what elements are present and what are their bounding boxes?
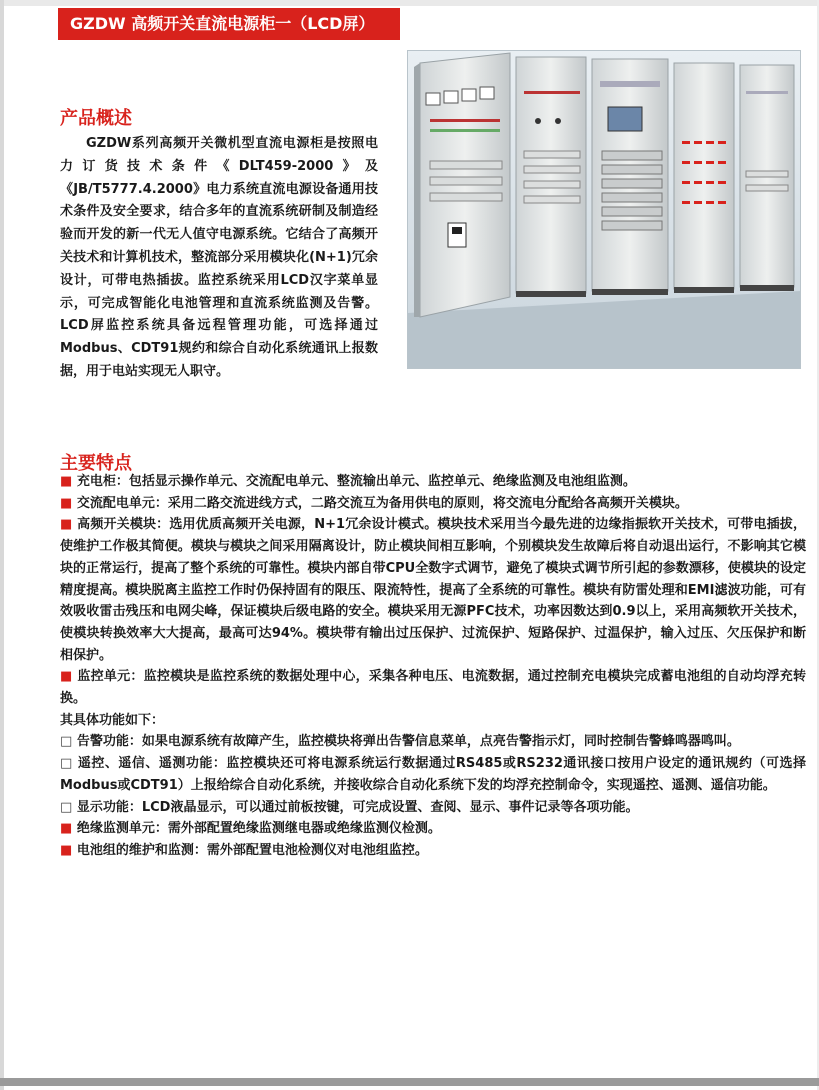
square-bullet-icon: ■	[60, 669, 73, 685]
checkbox-bullet-icon: □	[60, 756, 73, 772]
feature-hf-module: ■ 高频开关模块：选用优质高频开关电源，N+1冗余设计模式。模块技术采用当今最先进的边缘指振软开关技术，可带电插拔，使维护工作极其简便。模块与模块之间采用隔离设计，防止模块间相互影响，个别模块发生故障后将自动退出运行，不影响其它模块的正常运行，提高了整个系统的可靠性。模块内部自带CPU全数字式调节，避免了模块式调节所引起的参数漂移，使模块的设定精度提高。模块脱离主监控工作时仍保持固有的限压、限流特性，提高了全系统的可靠性。模块有防雷处理和EMI滤波功能，可有效吸收雷击残压和电网尖峰，保证模块后级电路的安全。模块采用无源PFC技术，功率因数达到0.9以上，采用高频软开关技术，使模块转换效率大大提高，最高可达94%。模块带有输出过压保护、过流保护、短路保护、过温保护，输入过压、欠压保护和断相保护。	[60, 517, 806, 663]
feature-charging-cabinet: ■ 充电柜：包括显示操作单元、交流配电单元、整流输出单元、监控单元、绝缘监测及电池组监测。	[60, 474, 636, 489]
top-strip	[0, 0, 819, 6]
feature-remote: □ 遥控、遥信、遥测功能：监控模块还可将电源系统运行数据通过RS485或RS232通讯接口按用户设定的通讯规约（可选择Modbus或CDT91）上报给综合自动化系统，并接收综合自动化系统下发的均浮充控制命令，实现遥控、遥测、遥信功能。	[60, 756, 806, 793]
square-bullet-icon: ■	[60, 842, 73, 858]
left-rule	[0, 0, 4, 1090]
overview-heading: 产品概述	[60, 108, 132, 129]
product-photo	[407, 50, 801, 369]
title-banner: GZDW 高频开关直流电源柜一（LCD屏）	[58, 8, 400, 40]
features-list	[60, 471, 806, 862]
bottom-rule	[0, 1078, 819, 1086]
feature-insulation: ■ 绝缘监测单元：需外部配置绝缘监测继电器或绝缘监测仪检测。	[60, 821, 441, 837]
feature-battery: ■ 电池组的维护和监测：需外部配置电池检测仪对电池组监控。	[60, 842, 428, 858]
checkbox-bullet-icon: □	[60, 799, 73, 815]
features-heading: 主要特点	[60, 453, 132, 474]
feature-alarm: □ 告警功能：如果电源系统有故障产生，监控模块将弹出告警信息菜单，点亮告警指示灯，同时控制告警蜂鸣器鸣叫。	[60, 734, 740, 750]
square-bullet-icon: ■	[60, 474, 73, 489]
feature-subheading: 其具体功能如下：	[60, 712, 165, 728]
overview-paragraph: GZDW系列高频开关微机型直流电源柜是按照电力订货技术条件《DLT459-2000》及《JB/T5777.4.2000》电力系统直流电源设备通用技术条件及安全要求，结合多年的直流系统研制及制造经验而开发的新一代无人值守电源系统。它结合了高频开关技术和计算机技术，整流部分采用模块化(N+1)冗余设计，可带电热插拔。监控系统采用LCD汉字菜单显示，可完成智能化电池管理和直流系统监测及告警。LCD屏监控系统具备远程管理功能，可选择通过 Modbus、CDT91规约和综合自动化系统通讯上报数据，用于电站实现无人职守。	[60, 136, 378, 379]
square-bullet-icon: ■	[60, 821, 73, 837]
square-bullet-icon: ■	[60, 517, 73, 533]
feature-ac-distribution: ■ 交流配电单元：采用二路交流进线方式，二路交流互为备用供电的原则，将交流电分配给各高频开关模块。	[60, 495, 688, 511]
feature-display: □ 显示功能：LCD液晶显示，可以通过前板按键，可完成设置、查阅、显示、事件记录等各项功能。	[60, 799, 639, 815]
feature-monitoring-unit: ■ 监控单元：监控模块是监控系统的数据处理中心，采集各种电压、电流数据，通过控制充电模块完成蓄电池组的自动均浮充转换。	[60, 669, 806, 707]
checkbox-bullet-icon: □	[60, 734, 73, 750]
square-bullet-icon: ■	[60, 495, 73, 511]
